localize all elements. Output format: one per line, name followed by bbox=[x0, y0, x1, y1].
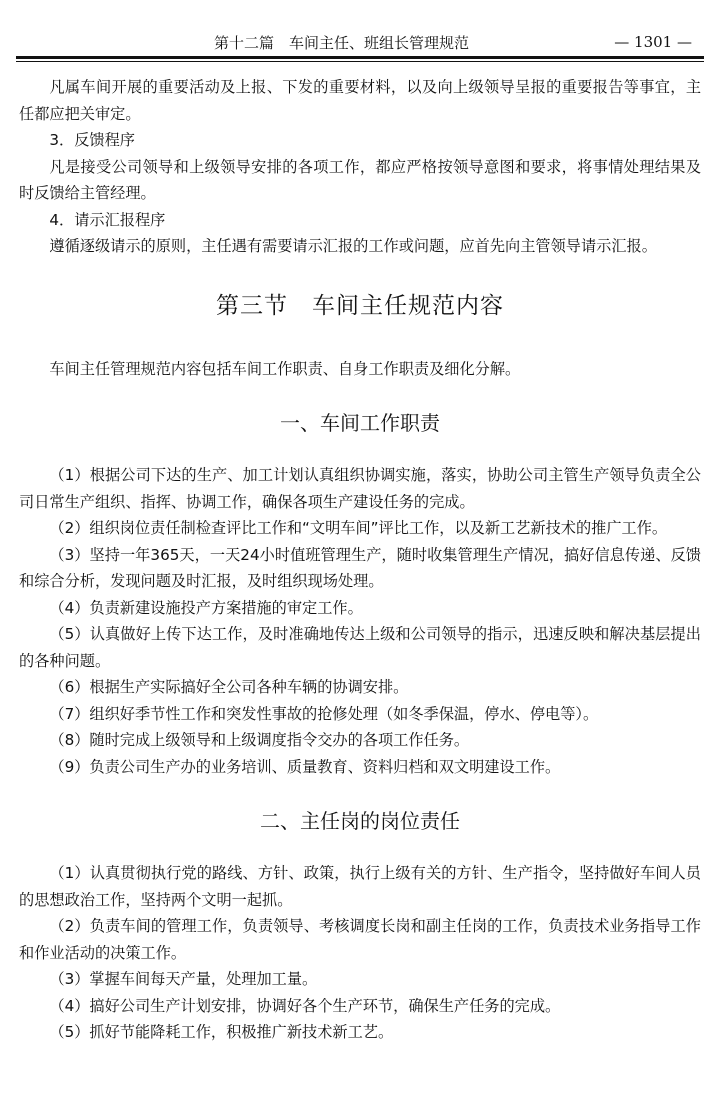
subheading: 4．请示汇报程序 bbox=[49, 210, 166, 229]
section-title: 第三节 车间主任规范内容 bbox=[216, 292, 504, 319]
list-item: （5）认真做好上传下达工作，及时准确地传达上级和公司领导的指示，迅速反映和解决基层提出的各种问题。 bbox=[19, 625, 701, 670]
duties-title: 一、车间工作职责 bbox=[280, 411, 440, 435]
list-item: （5）抓好节能降耗工作，积极推广新技术新工艺。 bbox=[49, 1023, 394, 1041]
header-rule-thick bbox=[16, 56, 704, 59]
header-title: 第十二篇 车间主任、班组长管理规范 bbox=[214, 34, 470, 52]
running-header bbox=[16, 30, 704, 56]
responsibilities-title: 二、主任岗的岗位责任 bbox=[260, 809, 460, 833]
paragraph: 凡是接受公司领导和上级领导安排的各项工作，都应严格按领导意图和要求，将事情处理结果及时反馈给主管经理。 bbox=[19, 157, 701, 202]
list-item: （2）负责车间的管理工作，负责领导、考核调度长岗和副主任岗的工作，负责技术业务指导工作和作业活动的决策工作。 bbox=[19, 917, 701, 962]
list-item: （2）组织岗位责任制检查评比工作和“文明车间”评比工作，以及新工艺新技术的推广工作。 bbox=[49, 519, 668, 537]
paragraph: 凡属车间开展的重要活动及上报、下发的重要材料，以及向上级领导呈报的重要报告等事宜，主任都应把关审定。 bbox=[19, 78, 701, 123]
section-intro: 车间主任管理规范内容包括车间工作职责、自身工作职责及细化分解。 bbox=[49, 359, 521, 378]
list-item: （4）搞好公司生产计划安排，协调好各个生产环节，确保生产任务的完成。 bbox=[49, 996, 561, 1015]
list-item: （4）负责新建设施投产方案措施的审定工作。 bbox=[49, 598, 363, 617]
subheading: 3．反馈程序 bbox=[49, 131, 135, 149]
page-number: — 1301 — bbox=[614, 33, 692, 51]
responsibilities-list bbox=[19, 860, 701, 1046]
list-item: （3）掌握车间每天产量，处理加工量。 bbox=[49, 970, 318, 988]
list-item: （9）负责公司生产办的业务培训、质量教育、资料归档和双文明建设工作。 bbox=[49, 757, 561, 776]
duties-list bbox=[19, 462, 701, 780]
list-item: （7）组织好季节性工作和突发性事故的抢修处理（如冬季保温，停水、停电等）。 bbox=[49, 704, 599, 723]
header-rule-thin bbox=[16, 61, 704, 62]
list-item: （1）认真贯彻执行党的路线、方针、政策，执行上级有关的方针、生产指令，坚持做好车间人员的思想政治工作，坚持两个文明一起抓。 bbox=[19, 864, 701, 909]
page-body bbox=[19, 74, 701, 1046]
list-item: （8）随时完成上级领导和上级调度指令交办的各项工作任务。 bbox=[49, 731, 470, 749]
list-item: （3）坚持一年365天，一天24小时值班管理生产，随时收集管理生产情况，搞好信息传递、反馈和综合分析，发现问题及时汇报，及时组织现场处理。 bbox=[19, 545, 701, 590]
list-item: （1）根据公司下达的生产、加工计划认真组织协调实施，落实，协助公司主管生产领导负责全公司日常生产组织、指挥、协调工作，确保各项生产建设任务的完成。 bbox=[19, 466, 701, 511]
paragraph: 遵循逐级请示的原则，主任遇有需要请示汇报的工作或问题，应首先向主管领导请示汇报。 bbox=[49, 237, 657, 255]
list-item: （6）根据生产实际搞好全公司各种车辆的协调安排。 bbox=[49, 678, 409, 696]
